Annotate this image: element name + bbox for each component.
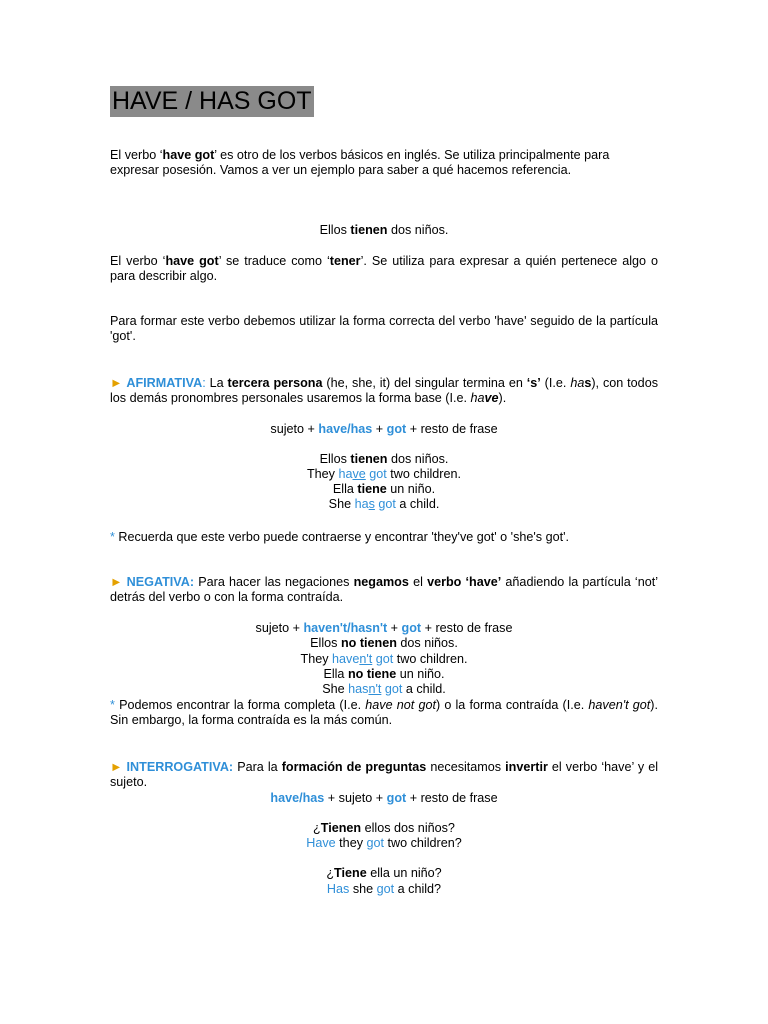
affirmative-italic: ha — [570, 376, 585, 390]
example-bold: Tienen — [320, 821, 362, 835]
interrogative-bold: invertir — [505, 760, 548, 774]
example-text: Ella — [332, 482, 358, 496]
example-got: got — [378, 497, 396, 511]
example-text: a child? — [394, 882, 442, 896]
arrow-marker-icon: ► — [110, 575, 123, 589]
example-verb: Has — [326, 882, 350, 896]
example-bold: tiene — [357, 482, 387, 496]
example-got: got — [369, 467, 387, 481]
example-got: got — [375, 652, 394, 666]
asterisk-icon: * — [110, 530, 115, 544]
example-bold: no tiene — [347, 667, 397, 681]
note-text: ) o la forma contraída (I.e. — [435, 698, 589, 712]
example-verb: ha — [338, 467, 353, 481]
translation-bold: tener — [329, 254, 361, 268]
note-text: ). Sin embargo, la forma contraída es la más común. — [110, 698, 658, 727]
negative-text: el — [408, 575, 428, 589]
negative-example-3 — [110, 667, 658, 682]
example-verb-underlined: ve — [352, 467, 366, 481]
affirmative-text: ), con todos los demás pronombres personales usaremos la forma base (I.e. — [110, 376, 658, 405]
formula-verb: haven't/hasn't — [303, 621, 388, 635]
negative-example-4 — [110, 682, 658, 697]
negative-bold: negamos — [353, 575, 409, 589]
formula-got: got — [401, 621, 422, 635]
affirmative-note — [110, 530, 658, 545]
example-verb: ha — [354, 497, 369, 511]
interrogative-paragraph — [110, 760, 658, 790]
affirmative-example-1 — [110, 452, 658, 467]
negative-bold: verbo ‘have’ — [427, 575, 502, 589]
example-text: two children? — [384, 836, 462, 850]
example-text: she — [349, 882, 377, 896]
interrogative-text: el verbo ‘have’ y el sujeto. — [110, 760, 659, 789]
example-text: ella un niño? — [366, 866, 442, 880]
affirmative-example-3 — [110, 482, 658, 497]
formula-text: + resto de frase — [421, 621, 513, 635]
page-title: HAVE / HAS GOT — [112, 87, 312, 115]
affirmative-text: (he, she, it) del singular termina en — [322, 376, 527, 390]
formation-paragraph: Para formar este verbo debemos utilizar la forma correcta del verbo 'have' seguido de la partícula 'got'. — [110, 314, 658, 343]
example-text: they — [335, 836, 367, 850]
interrogative-example-4 — [110, 882, 658, 897]
translation-paragraph — [110, 254, 658, 284]
example-verb-underlined: n't — [359, 652, 373, 666]
interrogative-bold: formación de preguntas — [281, 760, 427, 774]
example-sentence — [110, 223, 658, 238]
translation-text: ’. Se utiliza para expresar a quién pertenece algo o para describir algo. — [110, 254, 658, 283]
example-text: dos niños. — [396, 636, 458, 650]
intro-text: ’ es otro de los verbos básicos en inglés. Se utiliza principalmente para expresar posesión. Vamos a ver un ejemplo para saber a qué hacemos referencia. — [110, 148, 610, 177]
example-verb: have — [332, 652, 360, 666]
affirmative-colon: : — [202, 376, 206, 390]
example-text: Ellos — [310, 636, 341, 650]
formula-got: got — [386, 791, 407, 805]
formula-text: + — [387, 621, 402, 635]
affirmative-text: La — [205, 376, 228, 390]
formula-text: + sujeto + — [324, 791, 387, 805]
interrogative-example-2 — [110, 836, 658, 851]
negative-label: NEGATIVA: — [126, 575, 195, 589]
example-text: a child. — [402, 682, 446, 696]
formula-text: sujeto + — [270, 422, 319, 436]
translation-text: ’ se traduce como ‘ — [218, 254, 330, 268]
interrogative-text: Para la — [233, 760, 282, 774]
example-text: two children. — [393, 652, 468, 666]
formula-text: sujeto + — [255, 621, 304, 635]
affirmative-bold: ‘s’ — [526, 376, 541, 390]
example-bold: tienen — [350, 452, 388, 466]
note-italic: haven't got — [588, 698, 651, 712]
example-text: un niño. — [386, 482, 436, 496]
example-verb-underlined: s — [368, 497, 375, 511]
example-text: They — [300, 652, 333, 666]
example-text: dos niños. — [387, 452, 449, 466]
example-text: ¿ — [326, 866, 335, 880]
example-text: a child. — [395, 497, 440, 511]
example-got: got — [384, 682, 403, 696]
example-text: ¿ — [313, 821, 321, 835]
negative-paragraph — [110, 575, 658, 605]
arrow-marker-icon: ► — [110, 760, 123, 774]
affirmative-italic: ha — [470, 391, 485, 405]
interrogative-example-1 — [110, 821, 658, 836]
note-italic: have not got — [365, 698, 436, 712]
formula-text: + resto de frase — [406, 422, 498, 436]
negative-text: añadiendo la partícula ‘not’ detrás del verbo o con la forma contraída. — [110, 575, 659, 604]
intro-text: El verbo ‘ — [110, 148, 163, 162]
interrogative-example-3 — [110, 866, 658, 881]
note-text: Podemos encontrar la forma completa (I.e. — [114, 698, 366, 712]
interrogative-text: necesitamos — [426, 760, 506, 774]
translation-bold: have got — [165, 254, 219, 268]
negative-formula — [110, 621, 658, 636]
affirmative-bold: s — [584, 376, 592, 390]
example-verb: Have — [306, 836, 336, 850]
note-text: Recuerda que este verbo puede contraerse y encontrar 'they've got' o 'she's got'. — [114, 530, 569, 544]
affirmative-label: AFIRMATIVA — [126, 376, 203, 390]
example-text: ellos dos niños? — [361, 821, 455, 835]
example-got: got — [376, 882, 395, 896]
negative-text: Para hacer las negaciones — [194, 575, 354, 589]
example-text: Ellos — [319, 452, 351, 466]
formula-verb: have/has — [270, 791, 325, 805]
example-text: two children. — [386, 467, 462, 481]
arrow-marker-icon: ► — [110, 376, 123, 390]
affirmative-paragraph — [110, 376, 658, 406]
example-text: dos niños. — [387, 223, 449, 237]
example-got: got — [366, 836, 385, 850]
example-bold: no tienen — [340, 636, 397, 650]
intro-paragraph — [110, 148, 658, 178]
example-verb-underlined: n't — [368, 682, 382, 696]
affirmative-text: ). — [498, 391, 507, 405]
example-text: un niño. — [396, 667, 445, 681]
example-text: They — [306, 467, 339, 481]
example-text: Ella — [323, 667, 348, 681]
formula-got: got — [386, 422, 407, 436]
affirmative-example-4 — [110, 497, 658, 512]
affirmative-bold-italic: ve — [484, 391, 499, 405]
translation-text: El verbo ‘ — [110, 254, 166, 268]
affirmative-example-2 — [110, 467, 658, 482]
example-bold: tienen — [350, 223, 388, 237]
interrogative-formula — [110, 791, 658, 806]
example-bold: Tiene — [334, 866, 367, 880]
formula-text: + — [372, 422, 387, 436]
negative-note — [110, 698, 658, 728]
affirmative-text: (I.e. — [540, 376, 571, 390]
negative-example-2 — [110, 652, 658, 667]
interrogative-label: INTERROGATIVA: — [126, 760, 234, 774]
intro-bold-term: have got — [162, 148, 215, 162]
example-text: Ellos — [319, 223, 351, 237]
affirmative-formula — [110, 422, 658, 437]
negative-example-1 — [110, 636, 658, 651]
asterisk-icon: * — [110, 698, 115, 712]
example-text: She — [328, 497, 355, 511]
example-text: She — [322, 682, 349, 696]
example-verb: has — [348, 682, 369, 696]
affirmative-bold: tercera persona — [227, 376, 323, 390]
formula-text: + resto de frase — [406, 791, 498, 805]
formula-verb: have/has — [318, 422, 373, 436]
